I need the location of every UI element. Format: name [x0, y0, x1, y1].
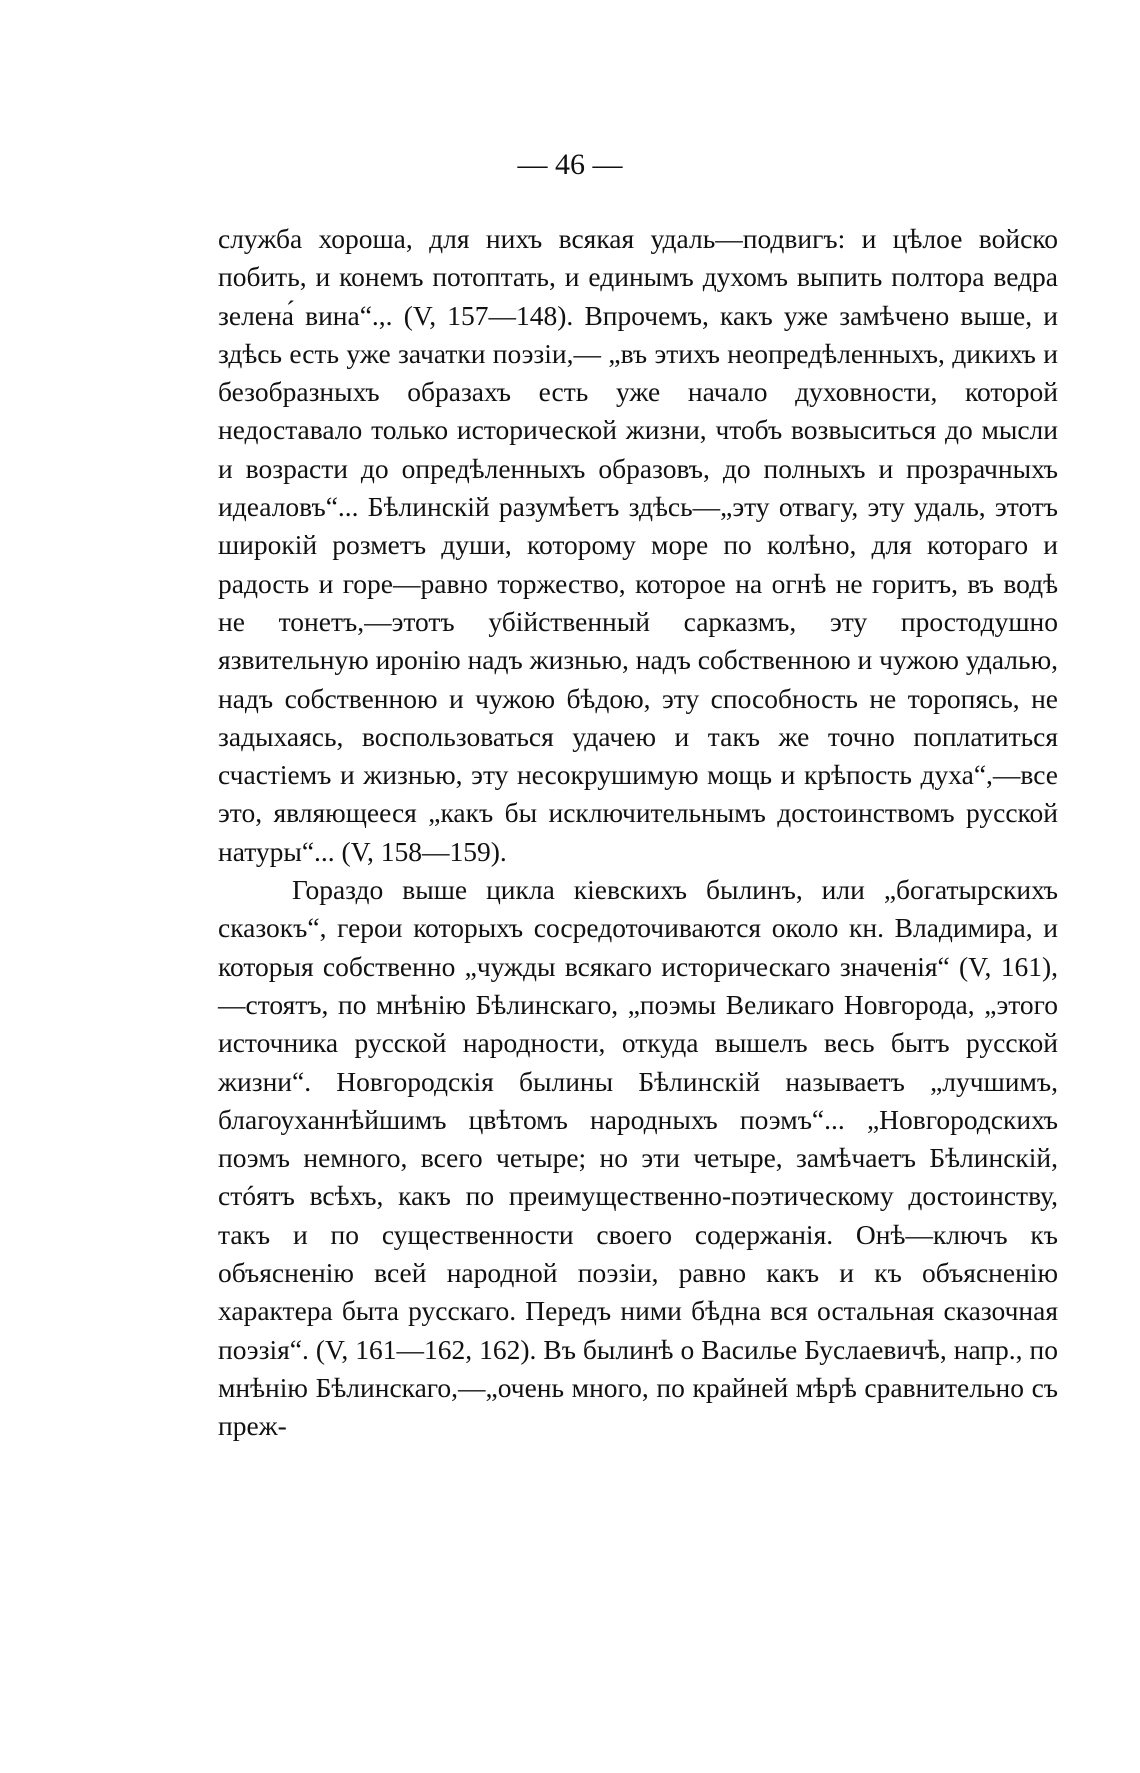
body-text: [218, 220, 1058, 1446]
page-number: — 46 —: [517, 148, 623, 181]
paragraph-2: Гораздо выше цикла кiевскихъ былинъ, или „богатырскихъ сказокъ“, герои которыхъ сосредоточиваются около кн. Владимира, и которыя собственно „чужды всякаго историческаго значенiя“ (V, 161),—стоятъ, по мнѣнiю Бѣлинскаго, „поэмы Великаго Новгорода, „этого источника русской народности, откуда вышелъ весь бытъ русской жизни“. Новгородскiя былины Бѣлинскiй называетъ „лучшимъ, благоуханнѣйшимъ цвѣтомъ народныхъ поэмъ“... „Новгородскихъ поэмъ немного, всего четыре; но эти четыре, замѣчаетъ Бѣлинскiй, стóятъ всѣхъ, какъ по преимущественно-поэтическому достоинству, такъ и по существенности своего содержанiя. Онѣ—ключъ къ объясненiю всей народной поэзiи, равно какъ и къ объясненiю характера быта русскаго. Передъ ними бѣдна вся остальная сказочная поэзiя“. (V, 161—162, 162). Въ былинѣ о Василье Буслаевичѣ, напр., по мнѣнiю Бѣлинскаго,—„очень много, по крайней мѣрѣ сравнительно съ преж-: [218, 874, 1058, 1442]
paragraph-1: служба хороша, для нихъ всякая удаль—подвигъ: и цѣлое войско побить, и конемъ потоптать, и единымъ духомъ выпить полтора ведра зелена́ вина“.,. (V, 157—148). Впрочемъ, какъ уже замѣчено выше, и здѣсь есть уже зачатки поэзiи,— „въ этихъ неопредѣленныхъ, дикихъ и безобразныхъ образахъ есть уже начало духовности, которой недоставало только исторической жизни, чтобъ возвыситься до мысли и возрасти до опредѣленныхъ образовъ, до полныхъ и прозрачныхъ идеаловъ“... Бѣлинскiй разумѣетъ здѣсь—„эту отвагу, эту удаль, этотъ широкiй розметъ души, которому море по колѣно, для котораго и радость и горе—равно торжество, которое на огнѣ не горитъ, въ водѣ не тонетъ,—этотъ убiйственный сарказмъ, эту простодушно язвительную иронiю надъ жизнью, надъ собственною и чужою удалью, надъ собственною и чужою бѣдою, эту способность не торопясь, не задыхаясь, воспользоваться удачею и такъ же точно поплатиться счастiемъ и жизнью, эту несокрушимую мощь и крѣпость духа“,—все это, являющееся „какъ бы исключительнымъ достоинствомъ русской натуры“... (V, 158—159).: [218, 223, 1058, 867]
